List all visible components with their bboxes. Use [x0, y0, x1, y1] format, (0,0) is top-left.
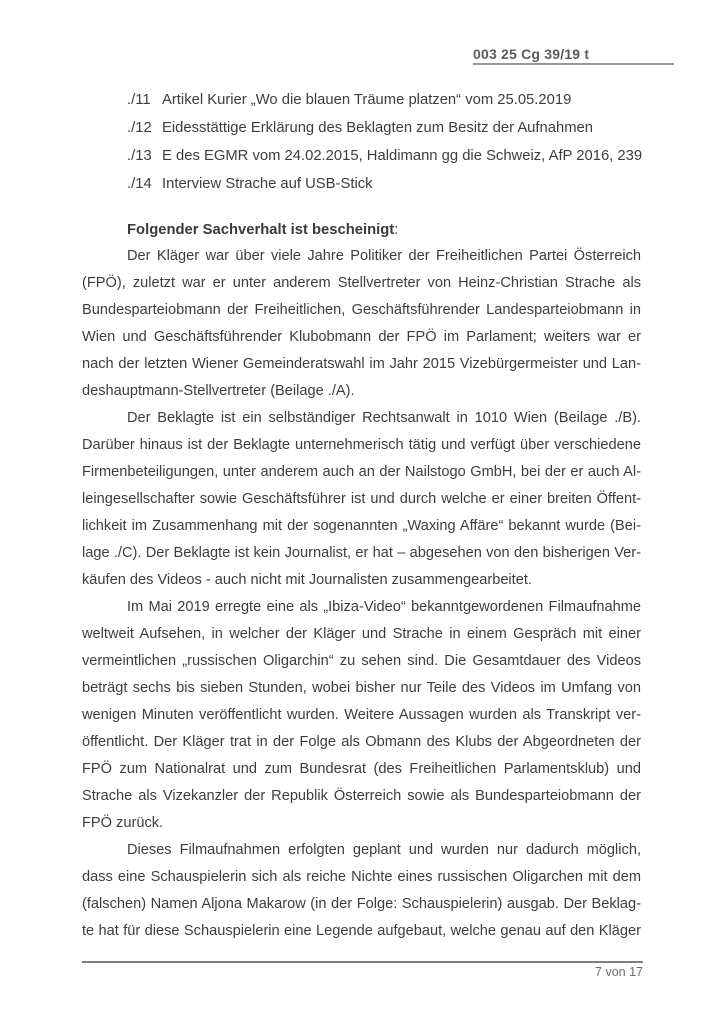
exhibit-text: E des EGMR vom 24.02.2015, Haldimann gg die Schweiz, AfP 2016, 239 [162, 148, 643, 164]
text-line: Bundesparteiobmann der Freiheitlichen, Geschäftsführender Landesparteiobmann in [82, 302, 641, 318]
exhibit-text: Artikel Kurier „Wo die blauen Träume platzen“ vom 25.05.2019 [162, 92, 572, 108]
header-rule [473, 63, 674, 65]
page-indicator: 7 von 17 [595, 965, 643, 979]
text-line: lage ./C). Der Beklagte ist kein Journalist, er hat – abgesehen von den bisherigen Ver- [82, 545, 641, 561]
exhibit-label: ./13 [127, 148, 152, 164]
text-line: Der Kläger war über viele Jahre Politiker der Freiheitlichen Partei Österreich [127, 248, 641, 264]
case-number: 003 25 Cg 39/19 t [473, 46, 590, 62]
text-line: (falschen) Namen Aljona Makarow (in der Folge: Schauspielerin) ausgab. Der Beklag- [82, 896, 641, 912]
text-line: weltweit Aufsehen, in welcher der Kläger und Strache in einem Gespräch mit einer [82, 626, 641, 642]
exhibit-list [82, 86, 643, 198]
text-line: Firmenbeteiligungen, unter anderem auch an der Nailstogo GmbH, bei der er auch Al- [82, 464, 641, 480]
text-line: käufen des Videos - auch nicht mit Journalisten zusammengearbeitet. [82, 572, 532, 588]
exhibit-row [82, 114, 643, 142]
text-line: öffentlicht. Der Kläger trat in der Folge als Obmann des Klubs der Abgeordneten der [82, 734, 641, 750]
body-text [82, 243, 641, 945]
text-line: Im Mai 2019 erregte eine als „Ibiza-Video“ bekanntgewordenen Filmaufnahme [127, 599, 641, 615]
text-line: lichkeit im Zusammenhang mit der sogenannten „Waxing Affäre“ bekannt wurde (Bei- [82, 518, 641, 534]
text-line: vermeintlichen „russischen Oligarchin“ zu sehen sind. Die Gesamtdauer des Videos [82, 653, 641, 669]
exhibit-label: ./12 [127, 120, 152, 136]
text-line: te hat für diese Schauspielerin eine Legende aufgebaut, welche genau auf den Kläger [82, 923, 641, 939]
text-line: Strache als Vizekanzler der Republik Österreich sowie als Bundesparteiobmann der [82, 788, 641, 804]
exhibit-row [82, 142, 643, 170]
section-heading-colon: : [394, 222, 399, 238]
exhibit-label: ./14 [127, 176, 152, 192]
text-line: nach der letzten Wiener Gemeinderatswahl im Jahr 2015 Vizebürgermeister und Lan- [82, 356, 641, 372]
exhibit-text: Eidesstättige Erklärung des Beklagten zum Besitz der Aufnahmen [162, 120, 593, 136]
text-line: (FPÖ), zuletzt war er unter anderem Stellvertreter von Heinz-Christian Strache als [82, 275, 641, 291]
exhibit-text: Interview Strache auf USB-Stick [162, 176, 373, 192]
section-heading [82, 216, 641, 244]
text-line: leingesellschafter sowie Geschäftsführer ist und durch welche er einer breiten Öffent- [82, 491, 641, 507]
text-line: deshauptmann-Stellvertreter (Beilage ./A). [82, 383, 355, 399]
exhibit-row [82, 86, 643, 114]
text-line: Dieses Filmaufnahmen erfolgten geplant und wurden nur dadurch möglich, [127, 842, 641, 858]
text-line: beträgt sechs bis sieben Stunden, wobei bisher nur Teile des Videos im Umfang von [82, 680, 641, 696]
text-line: Der Beklagte ist ein selbständiger Rechtsanwalt in 1010 Wien (Beilage ./B). [127, 410, 641, 426]
text-line: FPÖ zum Nationalrat und zum Bundesrat (des Freiheitlichen Parlamentsklub) und [82, 761, 641, 777]
text-line: wenigen Minuten veröffentlicht wurden. Weitere Aussagen wurden als Transkript ver- [82, 707, 641, 723]
section-heading-text: Folgender Sachverhalt ist bescheinigt [127, 222, 395, 238]
text-line: dass eine Schauspielerin sich als reiche Nichte eines russischen Oligarchen mit dem [82, 869, 641, 885]
text-line: FPÖ zurück. [82, 815, 164, 831]
exhibit-row [82, 170, 643, 198]
text-line: Darüber hinaus ist der Beklagte unternehmerisch tätig und verfügt über verschiedene [82, 437, 641, 453]
exhibit-label: ./11 [127, 92, 151, 108]
footer-rule [82, 961, 643, 963]
text-line: Wien und Geschäftsführender Klubobmann der FPÖ im Parlament; weiters war er [82, 329, 641, 345]
